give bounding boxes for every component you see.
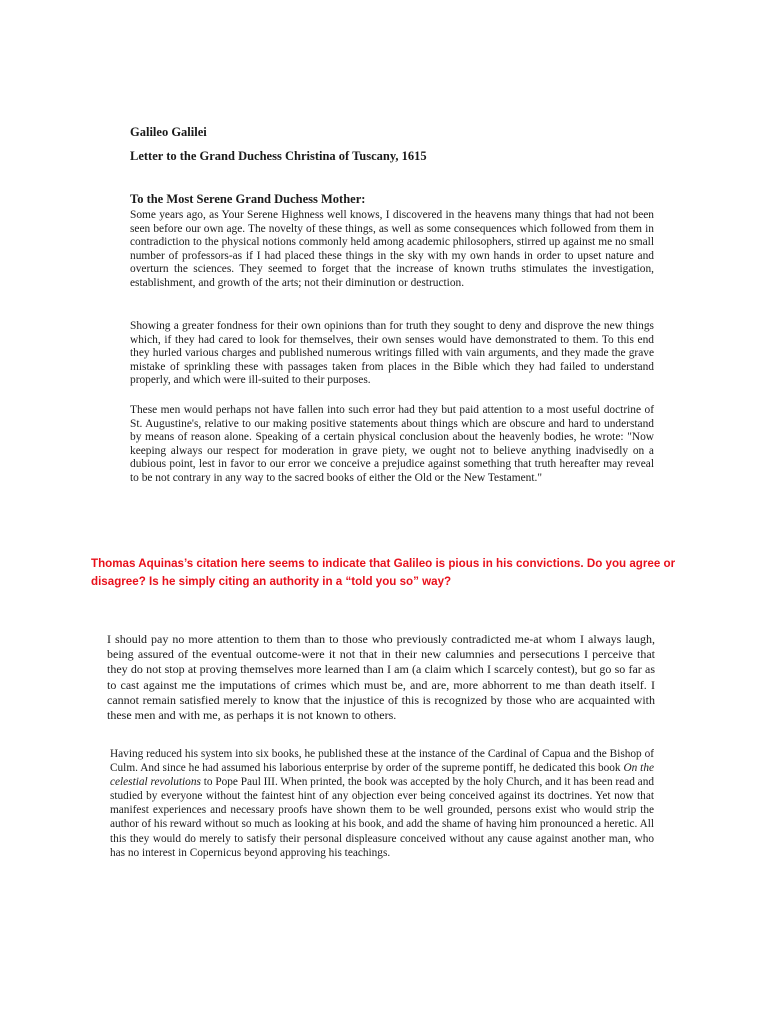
excerpt-paragraph-1: I should pay no more attention to them than to those who previously contradicted me-at whom I always laugh, being assured of the eventual outcome-were it not that in their new calumnies and persecutions I perceive that they do not stop at proving themselves more learned than I am (a claim which I scarcely contest), but go so far as to cast against me the imputations of crimes which must be, and are, more abhorrent to me than death itself. I cannot remain satisfied merely to know that the injustice of this is recognized by those who are acquainted with these men and with me, as perhaps it is not known to others. xyxy=(107,632,655,723)
excerpt-2-text-end: to Pope Paul III. When printed, the book was accepted by the holy Church, and it has been read and studied by everyone without the faintest hint of any objection ever being conceived against its doctrines. Yet now that manifest experiences and necessary proofs have shown them to be well grounded, persons exist who would strip the author of his reward without so much as looking at his book, and add the shame of having him pronounced a heretic. All this they would do merely to satisfy their personal displeasure conceived without any cause against another man, who has no interest in Copernicus beyond approving his teachings. xyxy=(110,776,655,859)
excerpt-paragraph-2 xyxy=(110,747,654,860)
letter-paragraph-1: Some years ago, as Your Serene Highness well knows, I discovered in the heavens many things that had not been seen before our own age. The novelty of these things, as well as some consequences which followed from them in contradiction to the physical notions commonly held among academic philosophers, stirred up against me no small number of professors-as if I had placed these things in the sky with my own hands in order to upset nature and overturn the sciences. They seemed to forget that the increase of known truths stimulates the investigation, establishment, and growth of the arts; not their diminution or destruction. xyxy=(130,209,654,289)
document-author: Galileo Galilei xyxy=(130,125,207,139)
excerpt-2-text-start: Having reduced his system into six books, he published these at the instance of the Cardinal of Capua and the Bishop of Culm. And since he had assumed his laborious enterprise by order of the supreme pontiff, he dedicated this book xyxy=(110,748,654,775)
discussion-question: Thomas Aquinas’s citation here seems to indicate that Galileo is pious in his convictions. Do you agree or disagree? Is he simply citing an authority in a “told you so” way? xyxy=(91,557,676,588)
letter-salutation: To the Most Serene Grand Duchess Mother: xyxy=(130,192,366,206)
letter-paragraph-3: These men would perhaps not have fallen into such error had they but paid attention to a most useful doctrine of St. Augustine's, relative to our making positive statements about things which are obscure and hard to understand by means of reason alone. Speaking of a certain physical conclusion about the heavenly bodies, he wrote: "Now keeping always our respect for moderation in grave piety, we ought not to believe anything inadvisedly on a dubious point, lest in favor to our error we conceive a prejudice against something that truth hereafter may reveal to be not contrary in any way to the sacred books of either the Old or the New Testament." xyxy=(130,404,654,484)
document-title: Letter to the Grand Duchess Christina of Tuscany, 1615 xyxy=(130,149,427,163)
letter-paragraph-2: Showing a greater fondness for their own opinions than for truth they sought to deny and disprove the new things which, if they had cared to look for themselves, their own senses would have demonstrated to them. To this end they hurled various charges and published numerous writings filled with vain arguments, and they made the grave mistake of sprinkling these with passages taken from places in the Bible which they had failed to understand properly, and which were ill-suited to their purposes. xyxy=(130,320,654,387)
book-title-italic: On the celestial revolutions xyxy=(110,762,654,789)
